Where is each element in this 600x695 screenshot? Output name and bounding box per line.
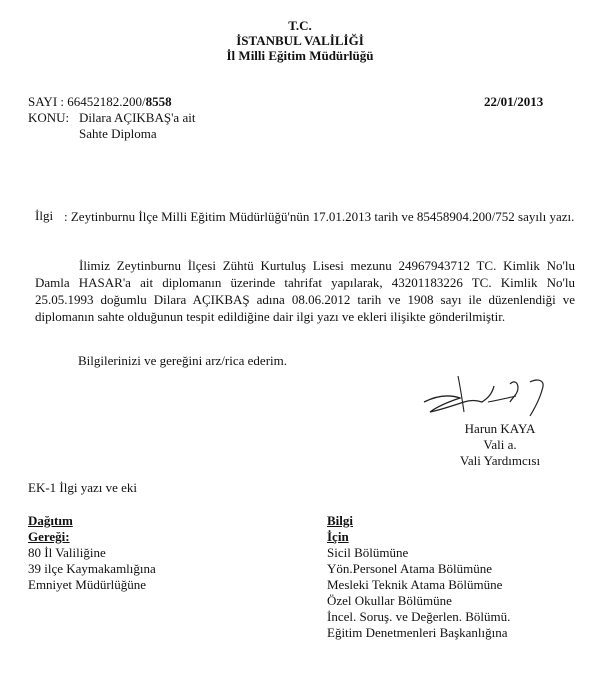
signature-block [440, 421, 560, 469]
signatory-name: Harun KAYA [464, 421, 536, 436]
konu-line-1: Dilara AÇIKBAŞ'a ait [79, 110, 196, 125]
ilgi-text: : Zeytinburnu İlçe Milli Eğitim Müdürlüğü'nün 17.01.2013 tarih ve 85458904.200/752 sayılı yazı. [64, 209, 575, 224]
konu-label: KONU: [28, 110, 70, 125]
attachment-line: EK-1 İlgi yazı ve eki [28, 480, 138, 495]
distribution-block [28, 513, 156, 593]
distribution-item: 39 ilçe Kaymakamlığına [28, 561, 156, 576]
distribution-item: Emniyet Müdürlüğüne [28, 577, 147, 592]
letterhead [0, 18, 600, 63]
information-block [327, 513, 510, 641]
konu-line-2: Sahte Diploma [79, 126, 157, 141]
handwritten-signature [418, 372, 558, 424]
distribution-heading: Dağıtım [28, 513, 73, 528]
distribution-subheading: Gereği: [28, 529, 70, 544]
sayi-line [28, 94, 172, 110]
body-paragraph-2: Bilgilerinizi ve gereğini arz/rica ederim. [78, 353, 287, 368]
information-item: Mesleki Teknik Atama Bölümüne [327, 577, 503, 592]
information-item: Sicil Bölümüne [327, 545, 409, 560]
ilgi-label: İlgi [35, 208, 54, 223]
sayi-number: 8558 [145, 94, 172, 109]
information-item: Eğitim Denetmenleri Başkanlığına [327, 625, 508, 640]
information-item: Yön.Personel Atama Bölümüne [327, 561, 493, 576]
document-date: 22/01/2013 [484, 94, 544, 109]
information-item: Özel Okullar Bölümüne [327, 593, 452, 608]
sayi-label: SAYI [28, 94, 58, 109]
body-paragraph-1: İlimiz Zeytinburnu İlçesi Zühtü Kurtuluş Lisesi mezunu 24967943712 TC. Kimlik No'lu Damla HASAR'a ait diplomanın üzerinde tahrifat yapılarak, 43201183226 TC. Kimlik No'lu 25.05.1993 doğumlu Dilara AÇIKBAŞ adına 08.06.2012 tarih ve 1908 sayı ile düzenlendiği ve diplomanın sahte olduğunun tespit edildiğine dair ilgi yazı ve ekleri ilişikte gönderilmiştir. [35, 258, 575, 324]
signatory-title-2: Vali Yardımcısı [459, 453, 541, 468]
information-heading: Bilgi [327, 513, 354, 528]
information-item: İncel. Soruş. ve Değerlen. Bölümü. [327, 609, 511, 624]
sayi-value: : 66452182.200/ [60, 94, 146, 109]
information-subheading: İçin [327, 529, 349, 544]
signatory-title-1: Vali a. [483, 437, 517, 452]
letterhead-line-tc: T.C. [288, 18, 312, 33]
letterhead-line-directorate: İl Milli Eğitim Müdürlüğü [226, 48, 374, 63]
distribution-item: 80 İl Valiliğine [28, 545, 106, 560]
letterhead-line-governorship: İSTANBUL VALİLİĞİ [236, 33, 364, 48]
